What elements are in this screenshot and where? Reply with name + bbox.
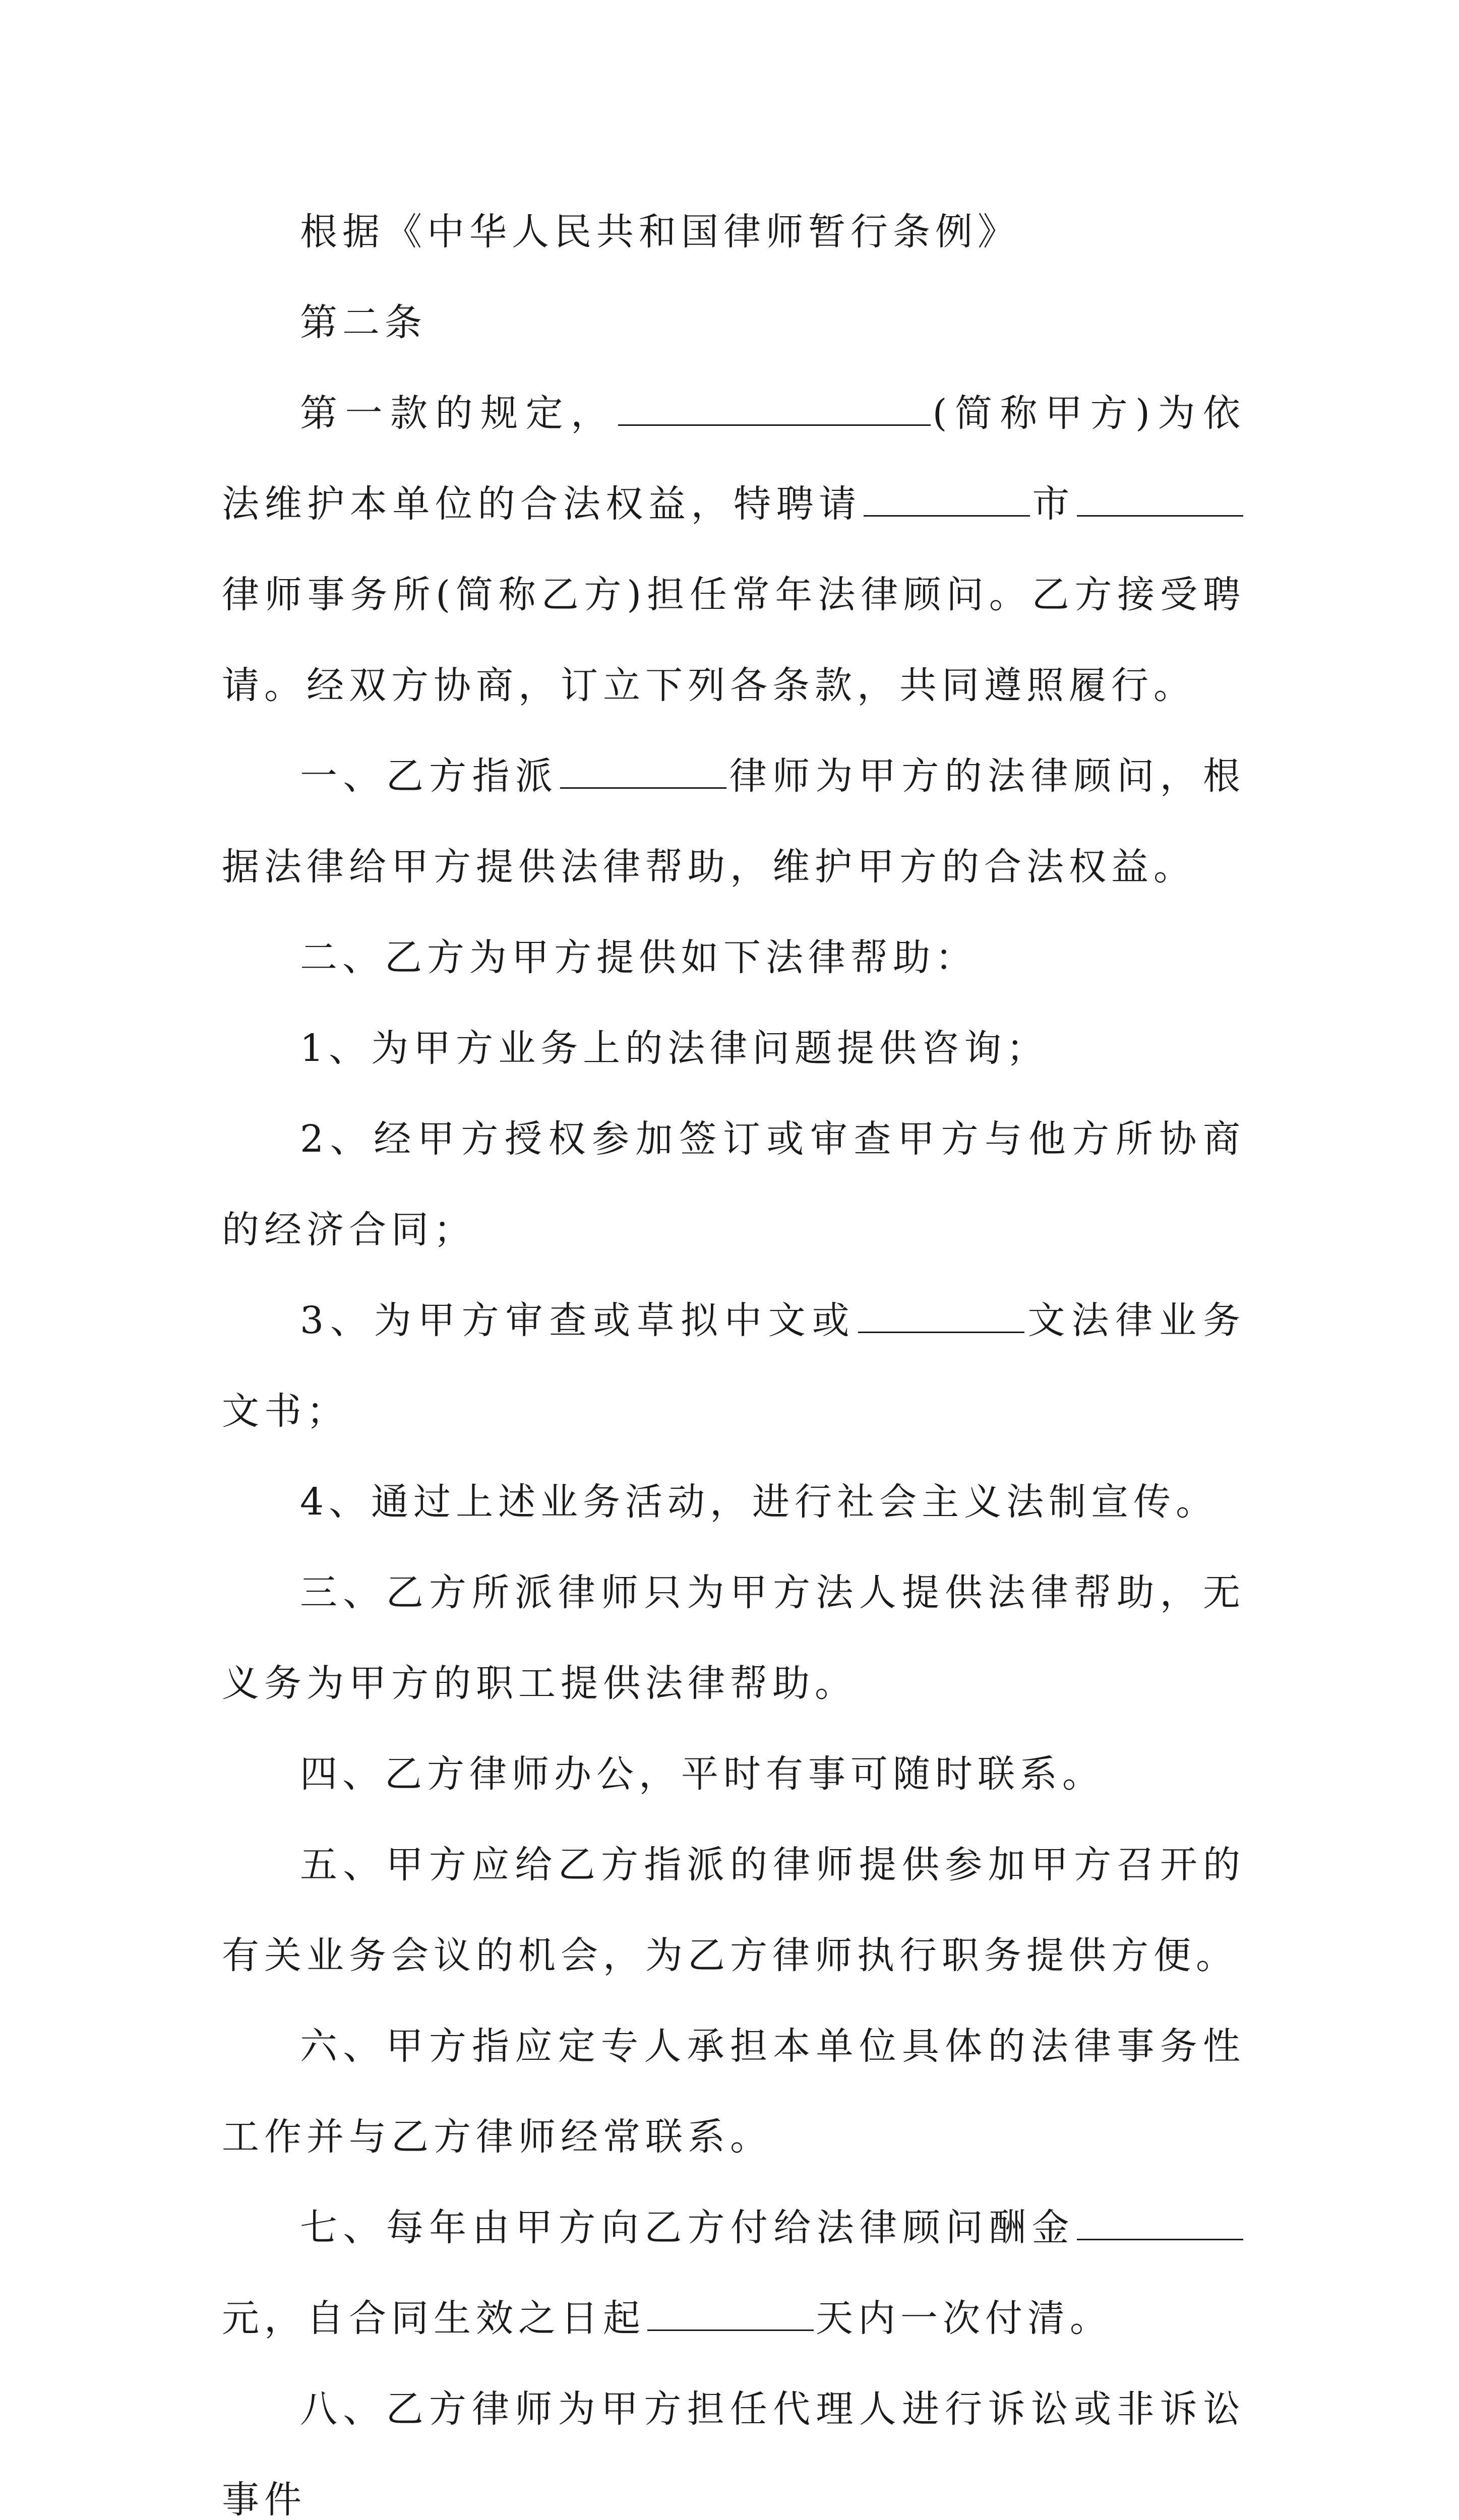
blank-lawyer-name[interactable] [560,752,726,789]
paragraph-text: 根据《中华人民共和国律师暂行条例》 [300,210,1020,254]
paragraph-text: 六、甲方指应定专人承担本单位具体的法律事务性工作并与乙方律师经常联系。 [222,2025,1245,2159]
paragraph-text: 元，自合同生效之日起 [222,2297,645,2340]
paragraph-clause-4 [222,1729,1245,1819]
blank-fee-amount[interactable] [1077,2203,1243,2240]
paragraph-text: 律师事务所(简称乙方)担任常年法律顾问。乙方接受聘请。经双方协商，订立下列各条款，共同遵照履行。 [222,573,1245,707]
paragraph-clause-6 [222,2001,1245,2182]
blank-law-firm[interactable] [1077,480,1243,517]
paragraph-text: 八、乙方律师为甲方担任代理人进行诉讼或非诉讼事件 [222,2387,1245,2520]
paragraph-preamble [222,368,1245,731]
paragraph-item-4 [222,1457,1245,1547]
paragraph-text: 第二条 [300,301,427,344]
paragraph-clause-3 [222,1547,1245,1729]
blank-city[interactable] [864,480,1030,517]
paragraph-text: 文法律业务文书； [222,1299,1245,1433]
paragraph-item-3 [222,1275,1245,1457]
paragraph-clause-1 [222,731,1245,912]
paragraph-text: 四、乙方律师办公，平时有事可随时联系。 [300,1752,1105,1796]
paragraph-text: 七、每年由甲方向乙方付给法律顾问酬金 [300,2206,1075,2249]
paragraph-item-2 [222,1094,1245,1275]
paragraph-clause-8 [222,2364,1245,2520]
paragraph-clause-7 [222,2182,1245,2364]
paragraph-text: 1、为甲方业务上的法律问题提供咨询； [300,1027,1049,1070]
paragraph-text: 三、乙方所派律师只为甲方法人提供法律帮助，无义务为甲方的职工提供法律帮助。 [222,1571,1245,1705]
blank-payment-days[interactable] [647,2294,814,2331]
paragraph-clause-2 [222,912,1245,1003]
paragraph-text: 2、经甲方授权参加签订或审查甲方与他方所协商的经济合同； [222,1117,1245,1251]
document-body [222,186,1245,2520]
paragraph-text: 天内一次付清。 [816,2297,1112,2340]
paragraph-text: 3、为甲方审查或草拟中文或 [300,1299,856,1342]
paragraph-text: 律师为甲方的法律顾问，根据法律给甲方提供法律帮助，维护甲方的合法权益。 [222,754,1246,889]
paragraph-text: 二、乙方为甲方提供如下法律帮助： [300,936,978,979]
paragraph-text: (简称甲方)为依法维护本单位的合法权益，特聘请 [222,392,1245,526]
paragraph-item-1 [222,1003,1245,1094]
paragraph-text: 4、通过上述业务活动，进行社会主义法制宣传。 [300,1480,1219,1524]
paragraph-intro [222,186,1245,277]
paragraph-article [222,277,1245,368]
paragraph-clause-5 [222,1819,1245,2001]
paragraph-text: 第一款的规定， [300,392,616,435]
blank-party-a-name[interactable] [618,389,931,426]
paragraph-text: 五、甲方应给乙方指派的律师提供参加甲方召开的有关业务会议的机会，为乙方律师执行职务提供方便。 [222,1843,1245,1977]
paragraph-text: 一、乙方指派 [300,754,559,798]
paragraph-text: 市 [1031,482,1075,526]
blank-language[interactable] [858,1296,1024,1333]
